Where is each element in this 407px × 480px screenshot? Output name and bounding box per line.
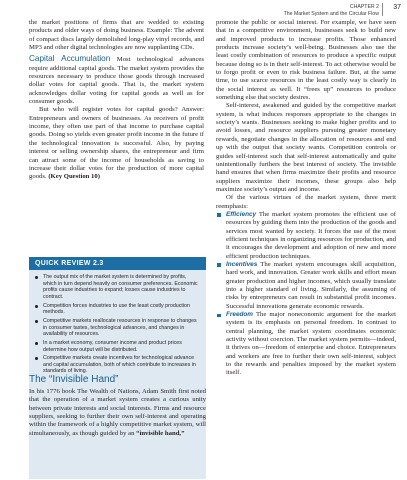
left-column xyxy=(29,19,204,182)
quick-review-item xyxy=(35,318,200,338)
paragraph-text: But who will register votes for capital goods? Answer: Entrepreneurs and owners of businesses. As receivers of profit income, they often use part of that income to purchase capital goods. Doing so yields even greater profit income in the future if the technological innovation is successful. Also, by paying interest or selling ownership shares, the entrepreneur and firm can attract some of the income of households as saving to increase their dollar votes for the production of more capital goods. xyxy=(29,106,204,181)
invisible-hand-heading: The “Invisible Hand” xyxy=(29,374,119,385)
quick-review-title: QUICK REVIEW 2.3 xyxy=(29,257,206,270)
bullet-icon xyxy=(35,357,38,360)
paragraph xyxy=(29,106,204,181)
item-text: The output mix of the market system is determined by profits, which in turn depend heavily on consumer preferences. Economic profits cause industries to expand; losses cause industries to contract. xyxy=(43,274,198,300)
key-question: (Key Question 10) xyxy=(48,173,100,181)
bullet-icon xyxy=(35,305,38,308)
paragraph: Self-interest, awakened and guided by the competitive market system, is what induces responses appropriate to the changes in society’s wants. Businesses seeking to make higher profits and to avoid losses, and resource suppliers pursuing greater monetary rewards, negotiate changes in the allocation of resources and end up with the output that society wants. Competition controls or guides self-interest such that self-interest automatically and quite unintentionally furthers the best interest of society. The invisible hand ensures that when firms maximize their profits and resource suppliers maximize their incomes, these groups also help maximize society’s output and income. xyxy=(216,102,396,193)
quick-review-list xyxy=(35,274,200,375)
header-divider xyxy=(382,3,383,16)
quick-review-item xyxy=(35,303,200,316)
virtue-item xyxy=(216,311,396,378)
bullet-icon xyxy=(35,320,38,323)
bullet-icon xyxy=(35,276,38,279)
virtue-term: Incentives xyxy=(226,260,258,268)
running-head xyxy=(284,4,379,17)
bullet-icon xyxy=(217,263,221,267)
item-text: Competition forces industries to use the least costly production methods. xyxy=(43,302,190,316)
capital-paragraph xyxy=(29,55,204,106)
capital-text: Most technological advances require additional capital goods. The market system provides the resources necessary to produce those goods through increased dollar votes for capital goods. That is, the market system acknowledges dollar voting for capital goods as well as for consumer goods. xyxy=(29,56,205,106)
paragraph: promote the public or social interest. For example, we have seen that in a competitive environment, businesses seek to build new and improved products to increase profits. Those enhanced products increase society’s well-being. Businesses also use the least costly combination of resources to produce a specific output because doing so is in their self-interest. To act otherwise would be to forgo profit or even to risk business failure. But, at the same time, to use scarce resources in the least costly way is clearly in the social interest as well. It “frees up” resources to produce something else that society desires. xyxy=(216,19,396,102)
quick-review-item xyxy=(35,355,200,375)
quick-review-item xyxy=(35,340,200,353)
virtue-term: Efficiency xyxy=(226,210,257,218)
virtues-list xyxy=(216,211,396,378)
virtue-text: The market system promotes the efficient use of resources by guiding them into the production of the goods and services most wanted by society. It forces the use of the most efficient techniques in organizing resources for production, and it encourages the development and adoption of new and more efficient production techniques. xyxy=(226,210,396,260)
capital-heading: Capital Accumulation xyxy=(29,54,111,64)
page-number: 37 xyxy=(393,4,401,11)
quick-review-box xyxy=(29,257,206,479)
paragraph: Of the various virtues of the market system, three merit reemphasis: xyxy=(216,194,396,210)
invisible-hand-body xyxy=(29,388,206,438)
virtue-term: Freedom xyxy=(226,311,253,319)
invisible-hand-text: In his 1776 book The Wealth of Nations, Adam Smith first noted that the operation of a market system creates a curious unity between private interests and social interests. Firms and resource suppliers, seeking to further their own self-interest and operating within the framework of a highly competitive market system, will simultaneously, as though guided by an xyxy=(29,388,206,437)
paragraph: the market positions of firms that are wedded to existing products and older ways of doing business. Example: The advent of compact discs largely demolished long-play vinyl records, and MP3 and other digital technologies are now supplanting CDs. xyxy=(29,19,204,52)
item-text: Competitive markets reallocate resources in response to changes in consumer tastes, technological advances, and changes in availability of resources. xyxy=(43,317,197,338)
invisible-hand-term: “invisible hand,” xyxy=(136,429,185,437)
quick-review-item xyxy=(35,274,200,300)
virtue-item xyxy=(216,261,396,311)
section-label: The Market System and the Circular Flow xyxy=(283,10,379,17)
bullet-icon xyxy=(217,314,221,318)
bullet-icon xyxy=(217,213,221,217)
item-text: In a market economy, consumer income and product prices determine how output will be distributed. xyxy=(43,339,182,353)
virtue-text: The market system encourages skill acquisition, hard work, and innovation. Greater work skills and effort mean greater production and higher incomes, which usually translate into a higher standard of living. Similarly, the assuming of risks by entrepreneurs can result in substantial profit incomes. Successful innovations generate economic rewards. xyxy=(226,260,396,310)
item-text: Competitive markets create incentives for technological advance and capital accumulation, both of which contribute to increases in standards of living. xyxy=(43,355,196,375)
chapter-label: CHAPTER 2 xyxy=(349,4,379,10)
virtue-text: The major noneconomic argument for the market system is its emphasis on personal freedom. In contrast to central planning, the market system coordinates economic activity without coercion. The market system permits—indeed, it thrives on—freedom of enterprise and choice. Entrepreneurs and workers are free to further their own self-interest, subject to the rewards and penalties imposed by the market system itself. xyxy=(226,311,396,377)
virtue-item xyxy=(216,211,396,261)
right-column xyxy=(216,19,396,378)
bullet-icon xyxy=(35,342,38,345)
